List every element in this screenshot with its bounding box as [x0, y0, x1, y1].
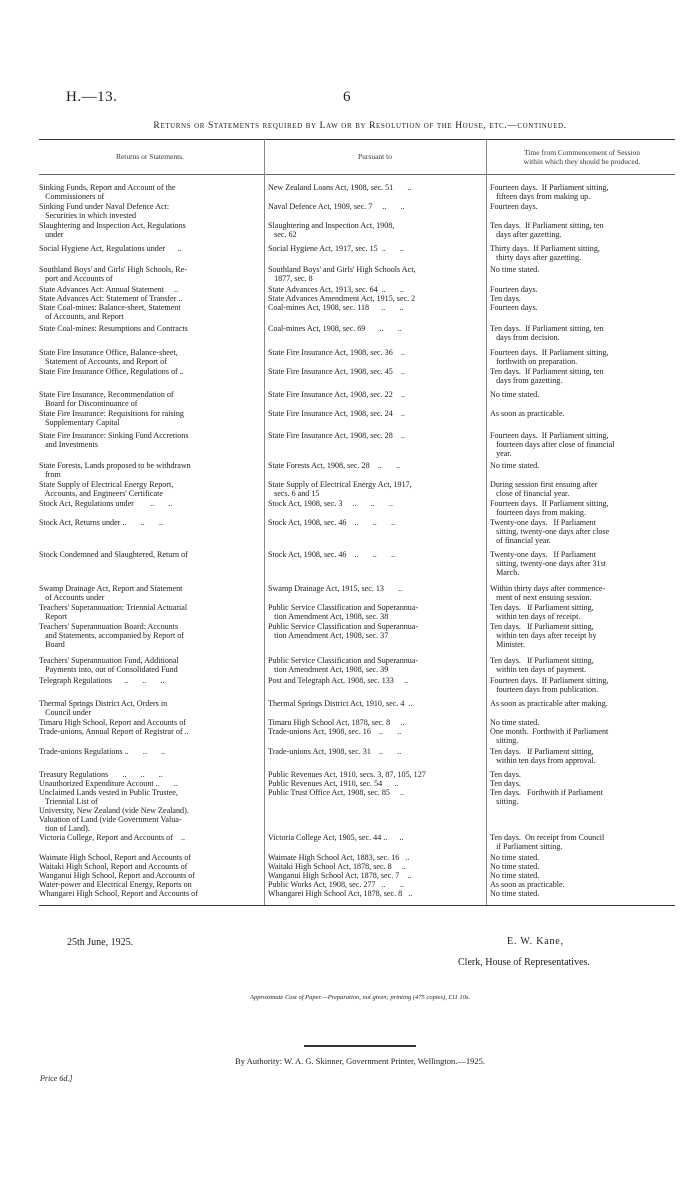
row-return: Whangarei High School, Report and Accounts of — [39, 889, 198, 898]
row-pursuant: Public Trust Office Act, 1908, sec. 85 .. — [268, 788, 405, 797]
row-return: State Supply of Electrical Energy Report, Accounts, and Engineers' Certificate — [39, 480, 174, 498]
row-pursuant: State Advances Act, 1913, sec. 64 .. .. — [268, 285, 404, 294]
row-pursuant: Public Service Classification and Superannua- tion Amendment Act, 1908, sec. 39 — [268, 656, 419, 674]
row-pursuant: State Fire Insurance Act, 1908, sec. 28 .. — [268, 431, 405, 440]
row-time: Fourteen days. — [490, 303, 538, 312]
row-return: Thermal Springs District Act, Orders in Council under — [39, 699, 168, 717]
row-pursuant: Slaughtering and Inspection Act, 1908, sec. 62 — [268, 221, 395, 239]
row-time: Ten days. If Parliament sitting, ten days from decision. — [490, 324, 604, 342]
column-divider-2 — [486, 139, 487, 905]
row-time: No time stated. — [490, 889, 540, 898]
row-time: No time stated. — [490, 718, 540, 727]
row-return: Waitaki High School, Report and Accounts of — [39, 862, 188, 871]
row-pursuant: Thermal Springs District Act, 1910, sec. 4 .. — [268, 699, 413, 708]
row-time: Fourteen days. If Parliament sitting, fourteen days after close of financial year. — [490, 431, 615, 458]
row-pursuant: Stock Act, 1908, sec. 3 .. .. .. — [268, 499, 393, 508]
row-pursuant: Trade-unions Act, 1908, sec. 16 .. .. — [268, 727, 402, 736]
row-return: University, New Zealand (vide New Zealand). — [39, 806, 189, 815]
header-returns: Returns or Statements. — [115, 152, 185, 161]
row-return: State Advances Act: Statement of Transfer .. — [39, 294, 183, 303]
row-pursuant: Waimate High School Act, 1883, sec. 16 .. — [268, 853, 410, 862]
row-pursuant: Trade-unions Act, 1908, sec. 31 .. .. — [268, 747, 402, 756]
row-pursuant: Southland Boys' and Girls' High Schools Act, 1877, sec. 8 — [268, 265, 416, 283]
row-return: Treasury Regulations .. .. .. — [39, 770, 163, 779]
row-return: Waimate High School, Report and Accounts of — [39, 853, 191, 862]
row-pursuant: Timaru High School Act, 1878, sec. 8 .. — [268, 718, 405, 727]
row-pursuant: Public Works Act, 1908, sec. 277 .. .. — [268, 880, 404, 889]
table-header-rule — [39, 174, 675, 175]
row-return: Stock Condemned and Slaughtered, Return of — [39, 550, 188, 559]
row-return: State Fire Insurance: Sinking Fund Accretions and Investments — [39, 431, 189, 449]
row-pursuant: Coal-mines Act, 1908, sec. 118 .. .. — [268, 303, 404, 312]
row-time: No time stated. — [490, 390, 540, 399]
row-time: Fourteen days. — [490, 285, 538, 294]
row-return: Slaughtering and Inspection Act, Regulations under — [39, 221, 186, 239]
table-top-rule — [39, 139, 675, 140]
row-return: Timaru High School, Report and Accounts of — [39, 718, 186, 727]
row-pursuant: State Fire Insurance Act, 1908, sec. 45 .. — [268, 367, 405, 376]
row-return: State Coal-mines: Resumptions and Contracts — [39, 324, 188, 333]
row-time: No time stated. — [490, 265, 540, 274]
row-time: Ten days. If Parliament sitting, within ten days of payment. — [490, 656, 594, 674]
row-time: Twenty-one days. If Parliament sitting, twenty-one days after 31st March. — [490, 550, 606, 577]
row-pursuant: State Forests Act, 1908, sec. 28 .. .. — [268, 461, 400, 470]
document-code: H.—13. — [66, 89, 118, 105]
authority-line: By Authority: W. A. G. Skinner, Government Printer, Wellington.—1925. — [235, 1056, 485, 1066]
row-time: Ten days. On receipt from Council if Parliament sitting. — [490, 833, 605, 851]
page-number: 6 — [343, 89, 351, 105]
row-time: Fourteen days. — [490, 202, 538, 211]
row-pursuant: Stock Act, 1908, sec. 46 .. .. .. — [268, 518, 396, 527]
row-return: Unclaimed Lands vested in Public Trustee, Triennial List of — [39, 788, 178, 806]
row-pursuant: State Supply of Electrical Energy Act, 1917, secs. 6 and 15 — [268, 480, 412, 498]
row-return: Trade-unions Regulations .. .. .. — [39, 747, 166, 756]
row-pursuant: Public Revenues Act, 1910, sec. 54 .. — [268, 779, 399, 788]
row-pursuant: Public Revenues Act, 1910, secs. 3, 87, 105, 127 — [268, 770, 426, 779]
row-pursuant: Post and Telegraph Act, 1908, sec. 133 .. — [268, 676, 409, 685]
row-time: Ten days. — [490, 770, 521, 779]
row-pursuant: Wanganui High School Act, 1878, sec. 7 .. — [268, 871, 412, 880]
row-pursuant: State Fire Insurance Act, 1908, sec. 24 .. — [268, 409, 405, 418]
signature-date: 25th June, 1925. — [67, 937, 134, 948]
header-pursuant: Pursuant to — [358, 152, 392, 161]
row-pursuant: Coal-mines Act, 1908, sec. 69 .. .. — [268, 324, 402, 333]
row-pursuant: Waitaki High School Act, 1878, sec. 8 .. — [268, 862, 406, 871]
page-title: Returns or Statements required by Law or by Resolution of the House, etc.—continued. — [153, 121, 567, 131]
row-pursuant: Social Hygiene Act, 1917, sec. 15 .. .. — [268, 244, 404, 253]
row-pursuant: Victoria College Act, 1905, sec. 44 .. .. — [268, 833, 404, 842]
row-return: Stock Act, Returns under .. .. .. — [39, 518, 163, 527]
row-pursuant: State Fire Insurance Act, 1908, sec. 22 .. — [268, 390, 405, 399]
row-time: Ten days. — [490, 779, 521, 788]
table-bottom-rule — [39, 905, 675, 906]
row-time: Thirty days. If Parliament sitting, thirty days after gazetting. — [490, 244, 600, 262]
row-return: Water-power and Electrical Energy, Reports on — [39, 880, 192, 889]
column-divider-1 — [264, 139, 265, 905]
header-time: Time from Commencement of Session within which they should be produced. — [523, 148, 641, 166]
row-return: Social Hygiene Act, Regulations under .. — [39, 244, 182, 253]
row-time: As soon as practicable. — [490, 409, 565, 418]
row-pursuant: New Zealand Loans Act, 1908, sec. 51 .. — [268, 183, 412, 192]
row-return: State Coal-mines: Balance-sheet, Statement of Accounts, and Report — [39, 303, 181, 321]
row-return: State Fire Insurance: Requisitions for raising Supplementary Capital — [39, 409, 184, 427]
row-return: State Forests, Lands proposed to be withdrawn from — [39, 461, 191, 479]
row-pursuant: Public Service Classification and Superannua- tion Amendment Act, 1908, sec. 38 — [268, 603, 419, 621]
row-time: Ten days. If Parliament sitting, within ten days of receipt. — [490, 603, 594, 621]
row-return: Sinking Funds, Report and Account of the Commissioners of — [39, 183, 176, 201]
row-time: Ten days. Forthwith if Parliament sitting. — [490, 788, 603, 806]
row-return: Valuation of Land (vide Government Valua- tion of Land). — [39, 815, 182, 833]
row-time: Fourteen days. If Parliament sitting, fourteen days from making. — [490, 499, 609, 517]
row-pursuant: State Fire Insurance Act, 1908, sec. 36 .. — [268, 348, 405, 357]
signature-name: E. W. Kane, — [507, 936, 564, 947]
row-time: No time stated. — [490, 853, 540, 862]
row-time: As soon as practicable. — [490, 880, 565, 889]
row-return: Sinking Fund under Naval Defence Act: Securities in which invested — [39, 202, 170, 220]
row-time: Ten days. If Parliament sitting, within ten days from approval. — [490, 747, 596, 765]
row-time: Ten days. If Parliament sitting, ten days from gazetting. — [490, 367, 604, 385]
row-return: State Advances Act: Annual Statement .. — [39, 285, 179, 294]
price: Price 6d.] — [40, 1074, 73, 1083]
footer-rule — [304, 1045, 416, 1047]
row-time: Fourteen days. If Parliament sitting, forthwith on preparation. — [490, 348, 609, 366]
row-return: Stock Act, Regulations under .. .. — [39, 499, 173, 508]
row-return: State Fire Insurance Office, Balance-sheet, Statement of Accounts, and Report of — [39, 348, 178, 366]
row-return: Southland Boys' and Girls' High Schools, Re- port and Accounts of — [39, 265, 187, 283]
row-pursuant: Public Service Classification and Superannua- tion Amendment Act, 1908, sec. 37 — [268, 622, 419, 640]
row-return: Teachers' Superannuation: Triennial Actuarial Report — [39, 603, 188, 621]
row-return: State Fire Insurance Office, Regulations of .. — [39, 367, 184, 376]
cost-note: Approximate Cost of Paper.—Preparation, not given; printing (475 copies), £11 10s. — [249, 994, 471, 1001]
row-return: Teachers' Superannuation Board: Accounts and Statements, accompanied by Report of Board — [39, 622, 184, 649]
row-pursuant: Swamp Drainage Act, 1915, sec. 13 .. — [268, 584, 403, 593]
row-time: Ten days. If Parliament sitting, within ten days after receipt by Minister. — [490, 622, 597, 649]
row-time: Ten days. If Parliament sitting, ten days after gazetting. — [490, 221, 604, 239]
row-pursuant: Whangarei High School Act, 1878, sec. 8 .. — [268, 889, 413, 898]
row-time: No time stated. — [490, 461, 540, 470]
row-return: Telegraph Regulations .. .. .. — [39, 676, 165, 685]
row-return: State Fire Insurance, Recommendation of Board for Discontinuance of — [39, 390, 174, 408]
row-time: Fourteen days. If Parliament sitting, fourteen days from publication. — [490, 676, 609, 694]
row-return: Unauthorized Expenditure Account .. .. — [39, 779, 178, 788]
signature-title: Clerk, House of Representatives. — [458, 957, 590, 968]
row-time: Fourteen days. If Parliament sitting, fifteen days from making up. — [490, 183, 609, 201]
row-time: As soon as practicable after making. — [490, 699, 608, 708]
row-time: Ten days. — [490, 294, 521, 303]
row-return: Wanganui High School, Report and Accounts of — [39, 871, 196, 880]
row-return: Trade-unions, Annual Report of Registrar of .. — [39, 727, 189, 736]
row-pursuant: Stock Act, 1908, sec. 46 .. .. .. — [268, 550, 396, 559]
row-time: No time stated. — [490, 871, 540, 880]
row-time: Within thirty days after commence- ment of next ensuing session. — [490, 584, 606, 602]
row-time: During session first ensuing after close of financial year. — [490, 480, 598, 498]
row-pursuant: State Advances Amendment Act, 1915, sec. 2 — [268, 294, 416, 303]
row-time: Twenty-one days. If Parliament sitting, twenty-one days after close of financial year. — [490, 518, 610, 545]
row-time: No time stated. — [490, 862, 540, 871]
row-return: Victoria College, Report and Accounts of .. — [39, 833, 186, 842]
row-return: Teachers' Superannuation Fund, Additional Payments into, out of Consolidated Fund — [39, 656, 179, 674]
row-return: Swamp Drainage Act, Report and Statement of Accounts under — [39, 584, 183, 602]
row-pursuant: Naval Defence Act, 1909, sec. 7 .. .. — [268, 202, 405, 211]
row-time: One month. Forthwith if Parliament sitting. — [490, 727, 609, 745]
